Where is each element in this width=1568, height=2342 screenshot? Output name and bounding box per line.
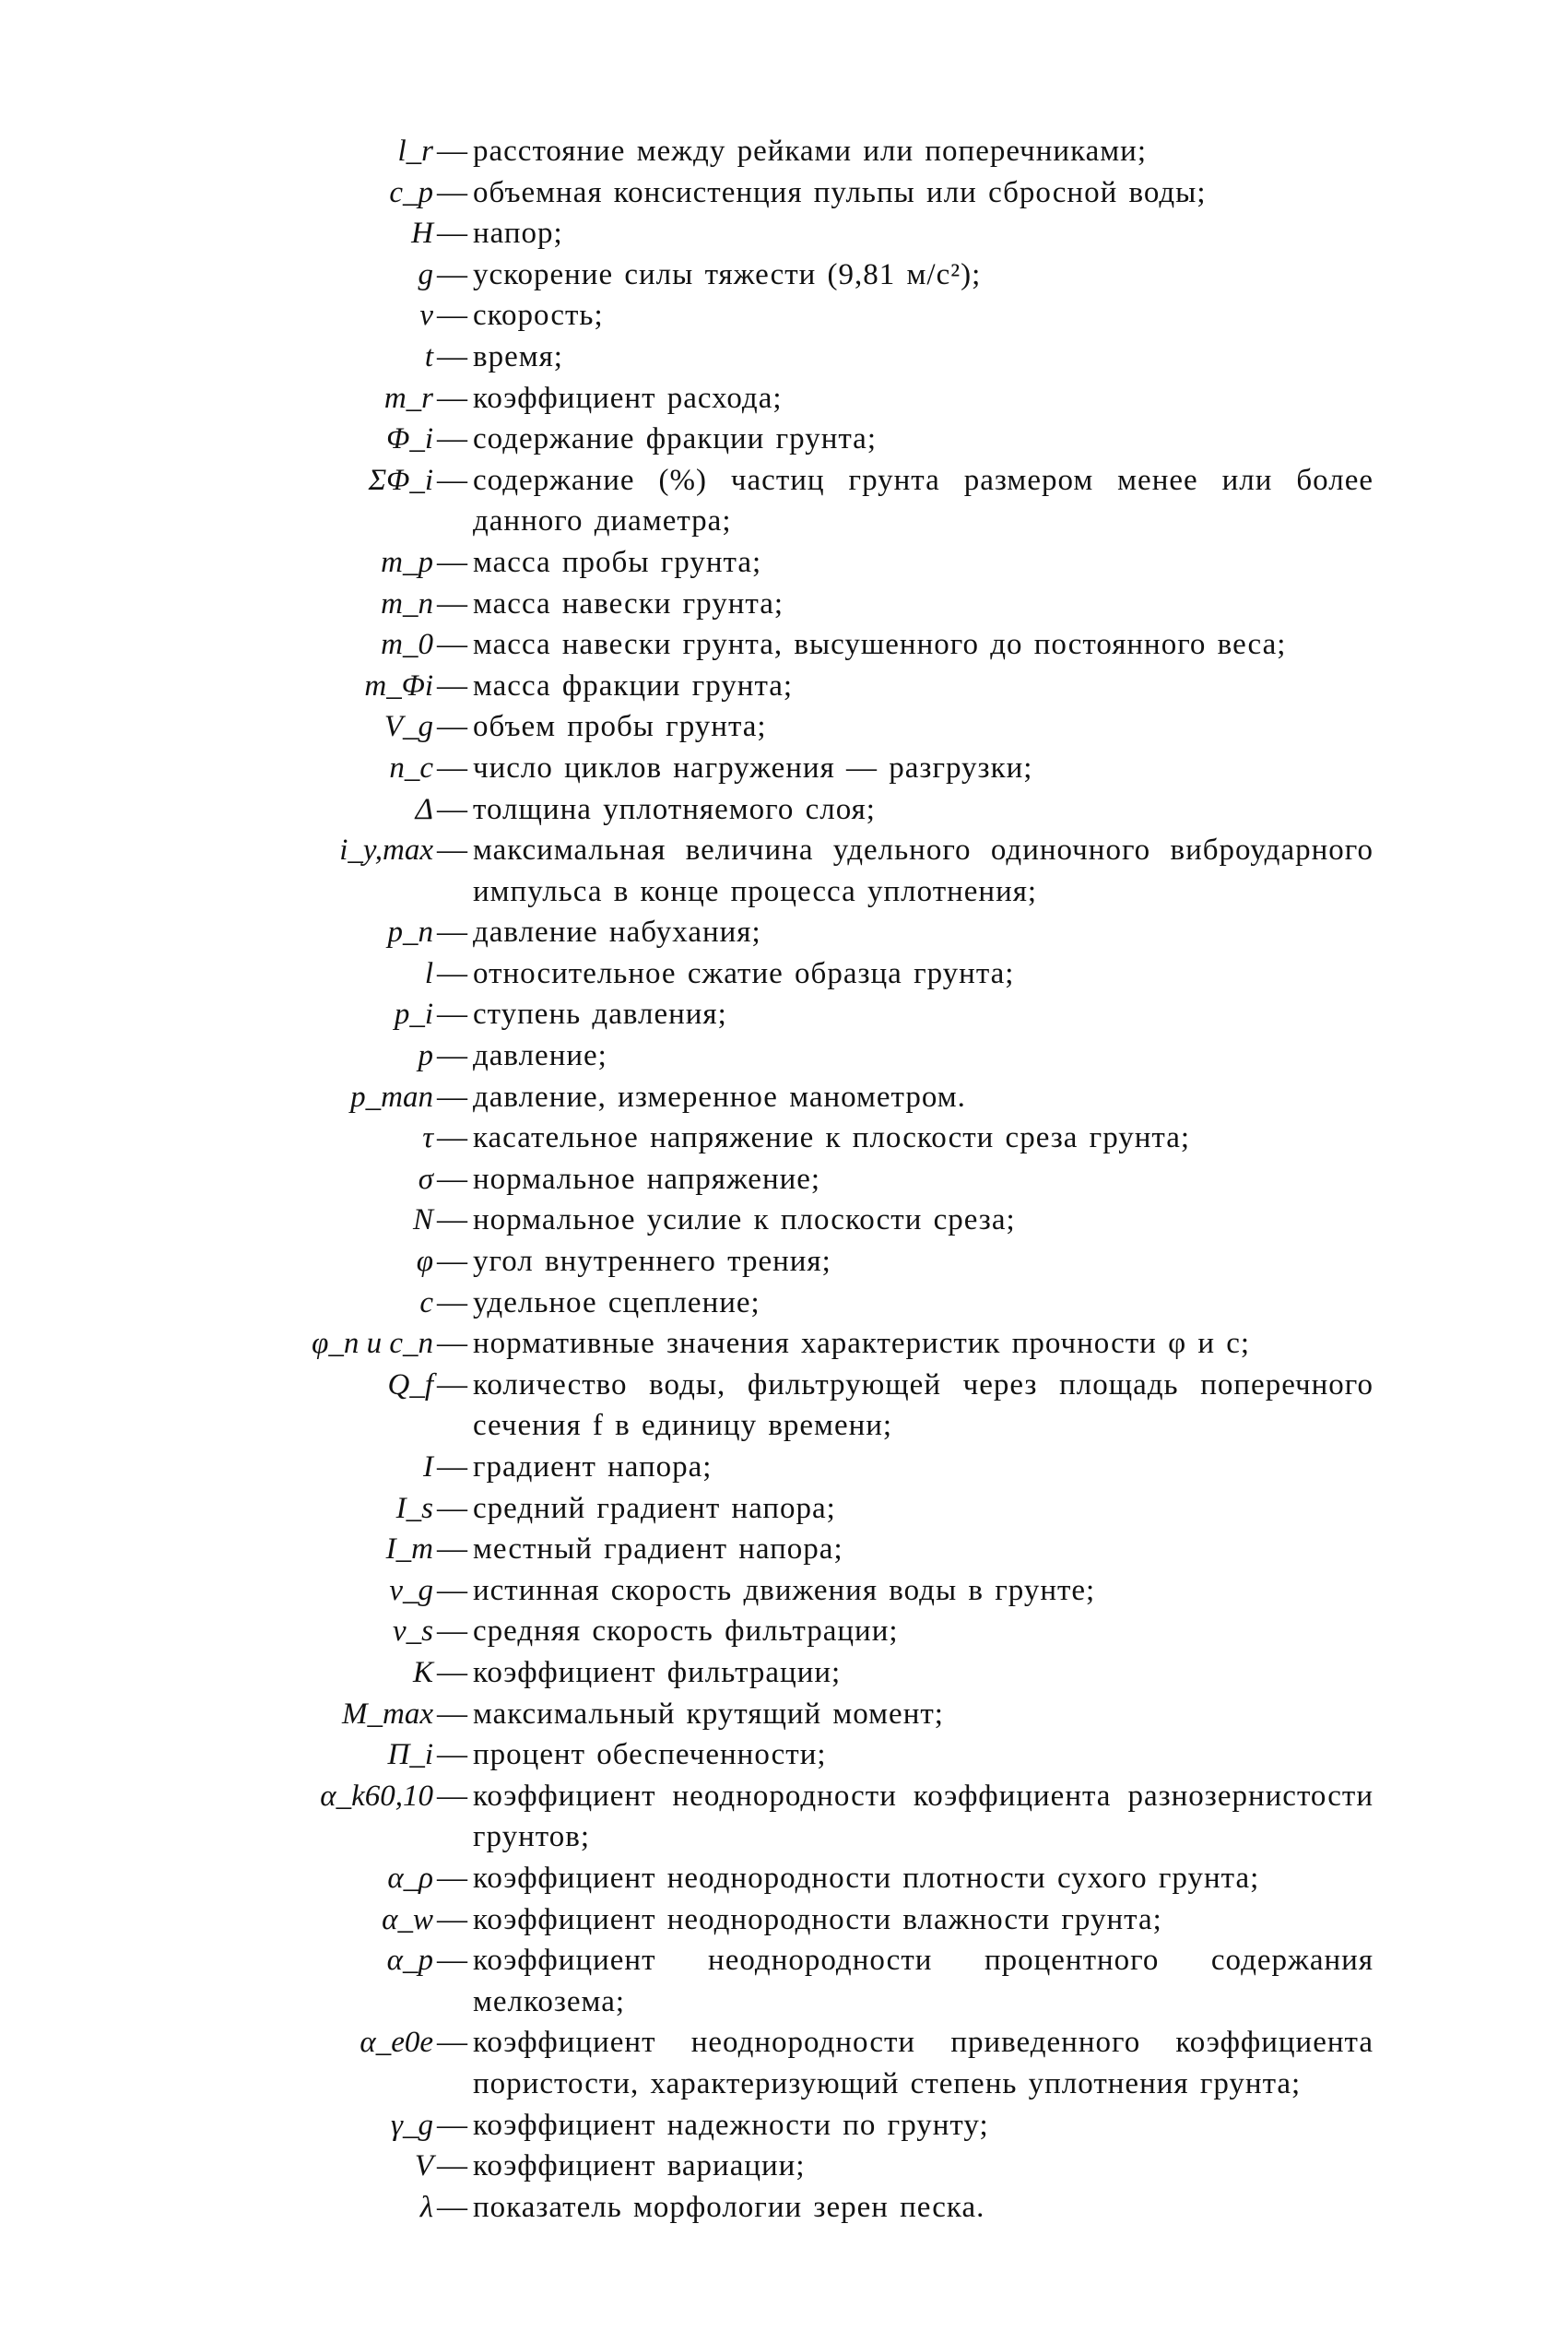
symbol: I_m — [385, 1532, 433, 1567]
notation-row — [249, 1611, 1373, 1652]
symbol: V_g — [383, 710, 433, 744]
notation-row — [249, 254, 1373, 296]
notation-row — [249, 295, 1373, 337]
definition: содержание (%) частиц грунта размером менее или более данного диаметра; — [473, 463, 1373, 538]
definition: угол внутреннего трения; — [473, 1245, 831, 1279]
symbol: m_0 — [381, 628, 433, 662]
notation-row — [249, 830, 1373, 912]
symbol: p_man — [350, 1080, 433, 1114]
notation-row — [249, 213, 1373, 254]
dash: — — [437, 545, 467, 579]
definition: местный градиент напора; — [473, 1532, 843, 1567]
notation-row — [249, 2146, 1373, 2187]
symbol: g — [418, 257, 433, 291]
dash: — — [437, 257, 467, 291]
symbol: p — [418, 1039, 433, 1073]
symbol: α_k60,10 — [320, 1779, 433, 1813]
symbol: m_n — [381, 586, 433, 621]
symbol: c_p — [389, 175, 433, 209]
notation-row — [249, 1858, 1373, 1899]
symbol: ΣΦ_i — [368, 463, 433, 497]
symbol: α_w — [382, 1902, 433, 1936]
notation-row — [249, 994, 1373, 1035]
symbol: φ — [416, 1245, 433, 1279]
definition: время; — [473, 339, 563, 373]
dash: — — [437, 299, 467, 333]
notation-row — [249, 912, 1373, 953]
symbol: α_ρ — [387, 1861, 433, 1895]
symbol: φ_n и c_n — [312, 1327, 433, 1361]
definition: нормальное напряжение; — [473, 1162, 821, 1196]
notation-row — [249, 419, 1373, 460]
dash: — — [437, 422, 467, 456]
definition: давление; — [473, 1039, 607, 1073]
definition: коэффициент расхода; — [473, 381, 783, 415]
symbol: λ — [419, 2190, 433, 2224]
dash: — — [437, 834, 467, 868]
symbol: Φ_i — [386, 422, 433, 456]
notation-row — [249, 1776, 1373, 1858]
definition: коэффициент вариации; — [473, 2149, 806, 2183]
symbol: V — [414, 2149, 433, 2183]
dash: — — [437, 2026, 467, 2060]
definition: касательное напряжение к плоскости среза грунта; — [473, 1121, 1191, 1155]
symbol: v — [419, 299, 433, 333]
definition: коэффициент надежности по грунту; — [473, 2108, 989, 2142]
definition: коэффициент неоднородности коэффициента разнозернистости грунтов; — [473, 1779, 1373, 1854]
definition: коэффициент неоднородности процентного содержания мелкозема; — [473, 1944, 1373, 2018]
symbol: t — [424, 339, 433, 373]
symbol: v_g — [389, 1573, 433, 1607]
dash: — — [437, 217, 467, 251]
notation-row — [249, 1035, 1373, 1077]
dash: — — [437, 1039, 467, 1073]
dash: — — [437, 1655, 467, 1689]
definition: давление набухания; — [473, 916, 761, 950]
dash: — — [437, 1080, 467, 1114]
definition: масса пробы грунта; — [473, 545, 762, 579]
dash: — — [437, 381, 467, 415]
notation-row — [249, 131, 1373, 172]
definition: коэффициент неоднородности приведенного коэффициента пористости, характеризующий степень уплотнения грунта; — [473, 2026, 1373, 2100]
definition: расстояние между рейками или поперечниками; — [473, 135, 1147, 168]
symbol: П_i — [387, 1738, 433, 1772]
symbol: H — [411, 217, 433, 251]
symbol: l — [424, 956, 433, 990]
definition: масса фракции грунта; — [473, 668, 794, 703]
dash: — — [437, 1573, 467, 1607]
dash: — — [437, 916, 467, 950]
definition: градиент напора; — [473, 1450, 713, 1484]
symbol: α_e0e — [360, 2026, 433, 2060]
definition: масса навески грунта, высушенного до постоянного веса; — [473, 628, 1287, 662]
notation-row — [249, 378, 1373, 420]
definition: давление, измеренное манометром. — [473, 1080, 966, 1114]
notation-row — [249, 1570, 1373, 1612]
notation-row — [249, 584, 1373, 625]
dash: — — [437, 2190, 467, 2224]
dash: — — [437, 792, 467, 826]
symbol: I_s — [395, 1491, 433, 1525]
notation-row — [249, 1940, 1373, 2022]
definition: коэффициент фильтрации; — [473, 1655, 842, 1689]
dash: — — [437, 1779, 467, 1813]
definition: удельное сцепление; — [473, 1285, 760, 1319]
definition: напор; — [473, 217, 563, 251]
definition: количество воды, фильтрующей через площадь поперечного сечения f в единицу времени; — [473, 1367, 1373, 1443]
notation-row — [249, 1365, 1373, 1447]
symbol: m_r — [383, 381, 433, 415]
definition: число циклов нагружения — разгрузки; — [473, 751, 1033, 785]
dash: — — [437, 586, 467, 621]
notation-row — [249, 1323, 1373, 1365]
definition: средняя скорость фильтрации; — [473, 1615, 899, 1649]
notation-row — [249, 172, 1373, 214]
notation-row — [249, 748, 1373, 789]
notation-row — [249, 1159, 1373, 1201]
symbol: p_i — [394, 998, 433, 1032]
notation-row — [249, 1899, 1373, 1941]
symbol: Q_f — [387, 1367, 433, 1402]
dash: — — [437, 2108, 467, 2142]
notation-row — [249, 1652, 1373, 1694]
definition: ступень давления; — [473, 998, 727, 1032]
notation-row — [249, 1283, 1373, 1324]
symbol: γ_g — [390, 2108, 433, 2142]
dash: — — [437, 956, 467, 990]
symbol: N — [412, 1203, 433, 1237]
notation-row — [249, 1529, 1373, 1570]
dash: — — [437, 1203, 467, 1237]
dash: — — [437, 710, 467, 744]
definition: масса навески грунта; — [473, 586, 784, 621]
dash: — — [437, 135, 467, 168]
notation-row — [249, 460, 1373, 542]
dash: — — [437, 1697, 467, 1731]
dash: — — [437, 751, 467, 785]
notation-row — [249, 2187, 1373, 2229]
definition: максимальная величина удельного одиночного виброударного импульса в конце процесса уплотнения; — [473, 834, 1373, 908]
dash: — — [437, 175, 467, 209]
symbol: v_s — [393, 1615, 433, 1649]
notation-row — [249, 1118, 1373, 1159]
definition: относительное сжатие образца грунта; — [473, 956, 1015, 990]
symbol: α_p — [386, 1944, 433, 1978]
notation-row — [249, 1200, 1373, 1241]
notation-row — [249, 953, 1373, 995]
symbol: K — [412, 1655, 433, 1689]
notation-row — [249, 789, 1373, 831]
symbol: Δ — [415, 792, 433, 826]
notation-row — [249, 1241, 1373, 1283]
notation-row — [249, 666, 1373, 707]
definition: нормальное усилие к плоскости среза; — [473, 1203, 1016, 1237]
dash: — — [437, 668, 467, 703]
dash: — — [437, 1245, 467, 1279]
notation-row — [249, 1734, 1373, 1776]
definition: нормативные значения характеристик прочности φ и c; — [473, 1327, 1251, 1361]
notation-row — [249, 2022, 1373, 2104]
dash: — — [437, 1532, 467, 1567]
notation-row — [249, 706, 1373, 748]
dash: — — [437, 1121, 467, 1155]
dash: — — [437, 2149, 467, 2183]
dash: — — [437, 339, 467, 373]
dash: — — [437, 1450, 467, 1484]
notation-row — [249, 1488, 1373, 1530]
definition: максимальный крутящий момент; — [473, 1697, 944, 1731]
dash: — — [437, 1162, 467, 1196]
definition: объем пробы грунта; — [473, 710, 767, 744]
symbol: τ — [422, 1121, 433, 1155]
symbol: σ — [418, 1162, 433, 1196]
dash: — — [437, 998, 467, 1032]
notation-row — [249, 2105, 1373, 2147]
notation-row — [249, 1447, 1373, 1488]
dash: — — [437, 1367, 467, 1402]
dash: — — [437, 1285, 467, 1319]
symbol: p_n — [387, 916, 433, 950]
dash: — — [437, 1738, 467, 1772]
notation-row — [249, 1077, 1373, 1118]
dash: — — [437, 628, 467, 662]
definition: коэффициент неоднородности плотности сухого грунта; — [473, 1861, 1260, 1895]
symbol: m_p — [381, 545, 433, 579]
dash: — — [437, 1902, 467, 1936]
notation-row — [249, 542, 1373, 584]
dash: — — [437, 1944, 467, 1978]
symbol: i_y,max — [339, 834, 433, 868]
notation-row — [249, 624, 1373, 666]
symbol: l_r — [397, 135, 433, 168]
dash: — — [437, 1491, 467, 1525]
notation-row — [249, 1694, 1373, 1735]
definition: содержание фракции грунта; — [473, 422, 877, 456]
symbol: n_c — [389, 751, 433, 785]
definition: показатель морфологии зерен песка. — [473, 2190, 985, 2224]
notation-list — [249, 131, 1373, 2228]
dash: — — [437, 1615, 467, 1649]
dash: — — [437, 463, 467, 497]
definition: ускорение силы тяжести (9,81 м/с²); — [473, 257, 982, 291]
dash: — — [437, 1861, 467, 1895]
dash: — — [437, 1327, 467, 1361]
definition: средний градиент напора; — [473, 1491, 836, 1525]
symbol: M_max — [342, 1697, 433, 1731]
symbol: I — [423, 1450, 433, 1484]
symbol: m_Φi — [364, 668, 433, 703]
definition: скорость; — [473, 299, 604, 333]
definition: процент обеспеченности; — [473, 1738, 827, 1772]
definition: коэффициент неоднородности влажности грунта; — [473, 1902, 1162, 1936]
definition: объемная консистенция пульпы или сбросной воды; — [473, 175, 1207, 209]
definition: истинная скорость движения воды в грунте; — [473, 1573, 1096, 1607]
definition: толщина уплотняемого слоя; — [473, 792, 876, 826]
notation-row — [249, 337, 1373, 378]
symbol: c — [419, 1285, 433, 1319]
